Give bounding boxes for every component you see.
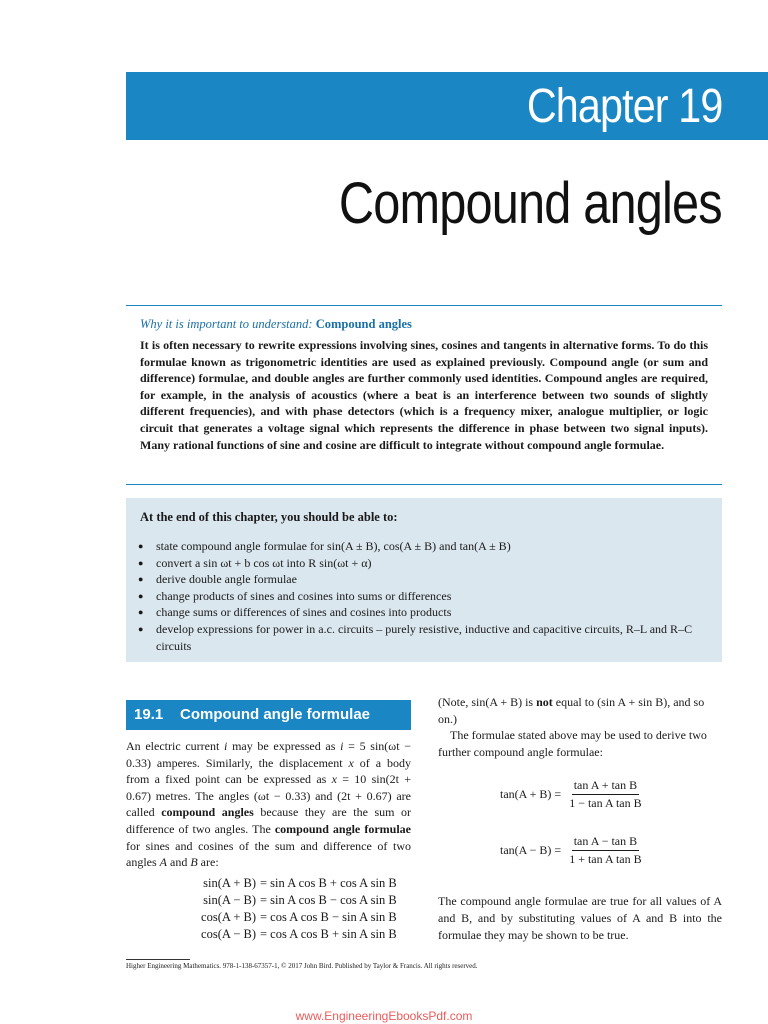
derive-text: The formulae stated above may be used to derive two further compound angle formulae: [438,728,707,759]
note-text: (Note, sin(A + B) is not equal to (sin A + sin B), and so on.) [438,695,705,726]
section-number: 19.1 [134,706,164,723]
objectives-heading: At the end of this chapter, you should be able to: [140,510,398,524]
formula-row: cos(A − B) = cos A cos B + sin A sin B [201,927,397,941]
watermark-link[interactable]: www.EngineeringEbooksPdf.com [295,1009,473,1023]
learning-objectives-box [126,498,722,662]
tan-difference-formula: tan(A − B) = $\frac{\text{tan A − tan B}}{\text{1 + tan A tan B}}$ [500,834,642,866]
chapter-banner [126,72,768,140]
intro-paragraph: An electric current i may be expressed as i = 5 sin(ωt − 0.33) amperes. Similarly, the displacement x of a body from a fixed point can be expressed as x = 10 sin(2t + 0.67) metres. The angles (ωt − 0.33) and (2t + 0.67) are called compound angles because they are the sum or difference of two angles. The compound angle formulae for sines and cosines of the sum and difference of two angles A and B are: [126,739,411,870]
why-heading [140,317,412,332]
list-item: ● state compound angle formulae for sin(A ± B), cos(A ± B) and tan(A ± B) [138,539,511,553]
bullet-icon: ● [138,607,144,618]
chapter-label: Chapter 19 [526,80,722,133]
formula-row: sin(A + B) = sin A cos B + cos A sin B [203,876,397,890]
bullet-icon: ● [138,541,144,551]
footnote-divider [126,959,190,960]
list-item: ● change sums or differences of sines and cosines into products [138,605,452,620]
closing-paragraph: The compound angle formulae are true for all values of A and B, and by substituting values of A and B into the formulae they may be shown to be true. [438,894,722,942]
copyright-footnote: Higher Engineering Mathematics. 978-1-138-67357-1, © 2017 John Bird. Published by Taylor & Francis. All rights reserved. [126,962,478,970]
bullet-icon: ● [138,557,144,568]
list-item: ● develop expressions for power in a.c. circuits – purely resistive, inductive and capacitive circuits, R–L and R–C circuits [138,621,693,653]
sin-cos-formulae [160,875,400,943]
why-heading-prefix: Why it is important to understand: [140,317,313,331]
formula-row: sin(A − B) = sin A cos B − cos A sin B [203,893,397,907]
list-item: ● derive double angle formulae [138,572,297,587]
bullet-icon: ● [138,590,144,601]
objectives-list [136,538,712,654]
chapter-title: Compound angles [339,171,722,236]
section-heading [126,700,411,730]
formula-row: cos(A + B) = cos A cos B − sin A sin B [201,910,397,924]
bullet-icon: ● [138,574,144,585]
section-title: Compound angle formulae [180,706,371,723]
why-body-text: It is often necessary to rewrite expressions involving sines, cosines and tangents in alternative forms. To do this formulae known as trigonometric identities are used as explained previously. Compound angle (or sum and difference) formulae, and double angles are further commonly used identities. Compound angles are required, for example, in the analysis of acoustics (where a beat is an interference between two sounds of slightly different frequencies), and with phase detectors (which is a frequency mixer, analogue multiplier, or logic circuit that generates a voltage signal which represents the difference in phase between two signal inputs). Many rational functions of sine and cosine are difficult to integrate without compound angle formulae. [140,338,708,452]
list-item: ● convert a sin ωt + b cos ωt into R sin(ωt + α) [138,555,372,570]
why-important-box [126,305,722,485]
why-heading-topic: Compound angles [315,317,412,331]
bullet-icon: ● [138,623,144,634]
list-item: ● change products of sines and cosines into sums or differences [138,588,452,603]
tan-sum-formula: tan(A + B) = $\frac{\text{tan A + tan B}}{\text{1 − tan A tan B}}$ [500,778,642,810]
note-paragraph [438,694,722,760]
